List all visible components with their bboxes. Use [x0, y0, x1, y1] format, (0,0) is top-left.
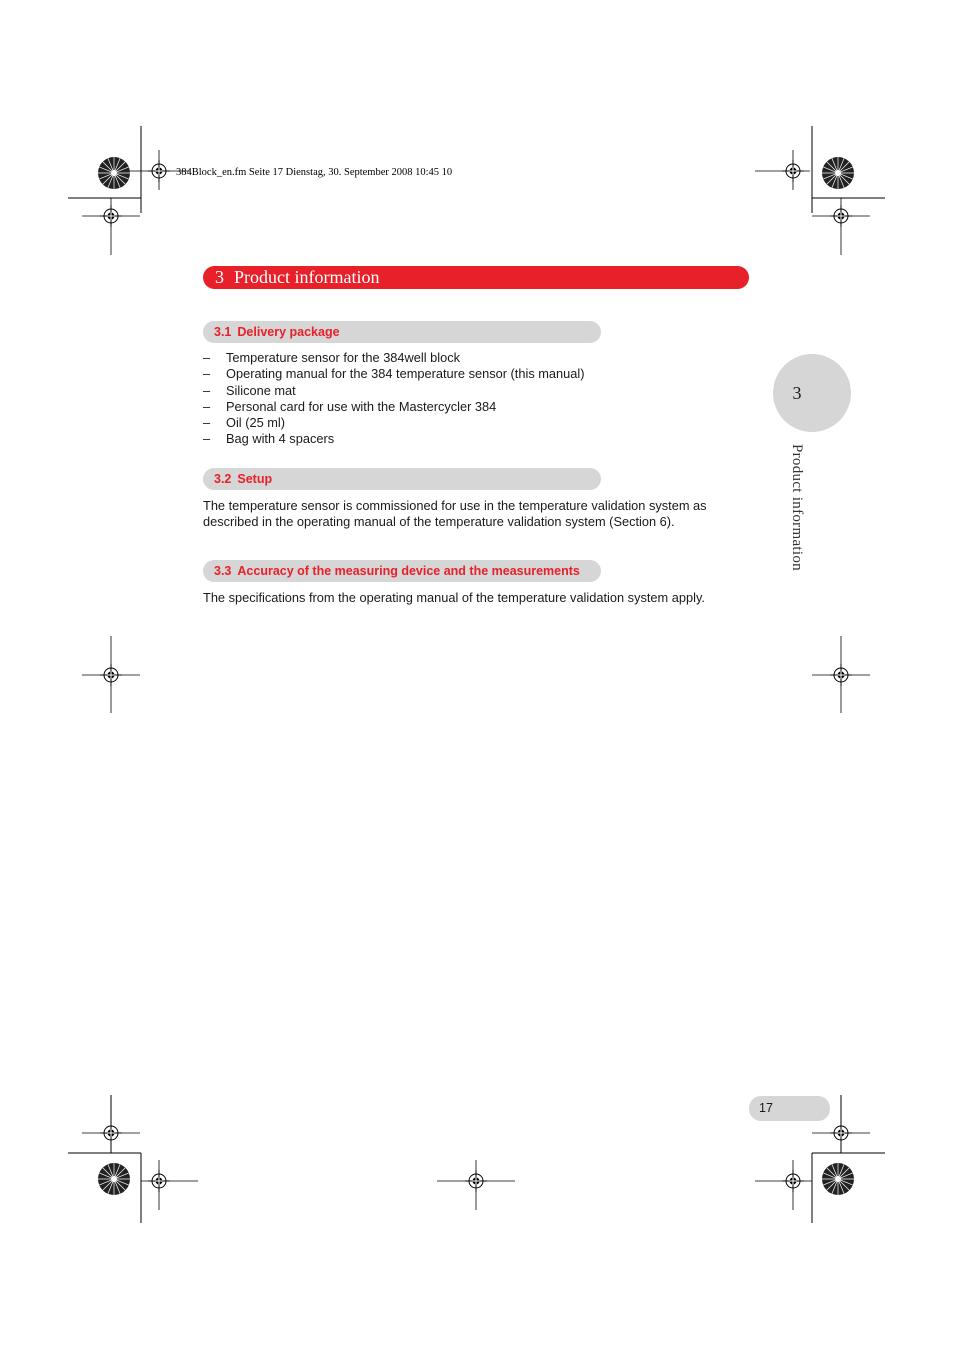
color-wheel-icon — [98, 157, 130, 189]
list-item — [203, 431, 585, 447]
registration-mark-icon — [465, 1170, 487, 1192]
section-title: Accuracy of the measuring device and the measurements — [237, 564, 580, 578]
registration-mark-icon — [148, 160, 170, 182]
section-title: Setup — [237, 472, 273, 486]
list-item-text: Operating manual for the 384 temperature sensor (this manual) — [226, 366, 585, 382]
accuracy-paragraph: The specifications from the operating manual of the temperature validation system apply. — [203, 590, 705, 605]
section-number: 3.3 — [214, 564, 232, 578]
section-number: 3.1 — [214, 325, 232, 339]
registration-mark-icon — [100, 205, 122, 227]
section-title: Delivery package — [237, 325, 340, 339]
section-heading-delivery — [203, 321, 601, 343]
chapter-number: 3 — [215, 267, 224, 287]
registration-mark-icon — [148, 1170, 170, 1192]
registration-mark-icon — [100, 1122, 122, 1144]
registration-mark-icon — [782, 1170, 804, 1192]
list-item — [203, 383, 585, 399]
registration-mark-icon — [100, 664, 122, 686]
list-marker: – — [203, 350, 211, 365]
list-marker: – — [203, 366, 211, 382]
list-item-text: Oil (25 ml) — [226, 415, 286, 431]
list-marker: – — [203, 398, 211, 414]
color-wheel-icon — [98, 1163, 130, 1195]
list-item-text: Personal card for use with the Mastercycler 384 — [226, 398, 497, 414]
page-number: 17 — [749, 1096, 830, 1121]
list-marker: – — [203, 431, 211, 447]
list-marker: – — [203, 382, 211, 398]
chapter-tab-label: Product information — [789, 444, 805, 571]
color-wheel-icon — [822, 1163, 854, 1195]
registration-mark-icon — [830, 1122, 852, 1144]
registration-mark-icon — [830, 664, 852, 686]
color-wheel-icon — [822, 157, 854, 189]
chapter-title: Product information — [234, 267, 380, 287]
registration-mark-icon — [782, 160, 804, 182]
section-heading-setup — [203, 468, 601, 490]
list-item-text: Silicone mat — [226, 382, 296, 398]
list-item-text: Temperature sensor for the 384well block — [226, 350, 461, 365]
list-item-text: Bag with 4 spacers — [226, 431, 335, 447]
setup-paragraph: The temperature sensor is commissioned for use in the temperature validation system as described in the operating manual of the temperature validation system (Section 6). — [203, 498, 707, 530]
list-item — [203, 399, 585, 415]
list-marker: – — [203, 415, 211, 431]
chapter-tab — [773, 354, 851, 432]
delivery-list — [203, 350, 585, 448]
section-heading-accuracy — [203, 560, 601, 582]
list-item — [203, 415, 585, 431]
list-item — [203, 350, 585, 366]
chapter-heading — [203, 266, 749, 289]
registration-mark-icon — [830, 205, 852, 227]
section-number: 3.2 — [214, 472, 232, 486]
print-info: 384Block_en.fm Seite 17 Dienstag, 30. September 2008 10:45 10 — [176, 167, 453, 178]
chapter-tab-number: 3 — [792, 382, 802, 403]
list-item — [203, 366, 585, 382]
